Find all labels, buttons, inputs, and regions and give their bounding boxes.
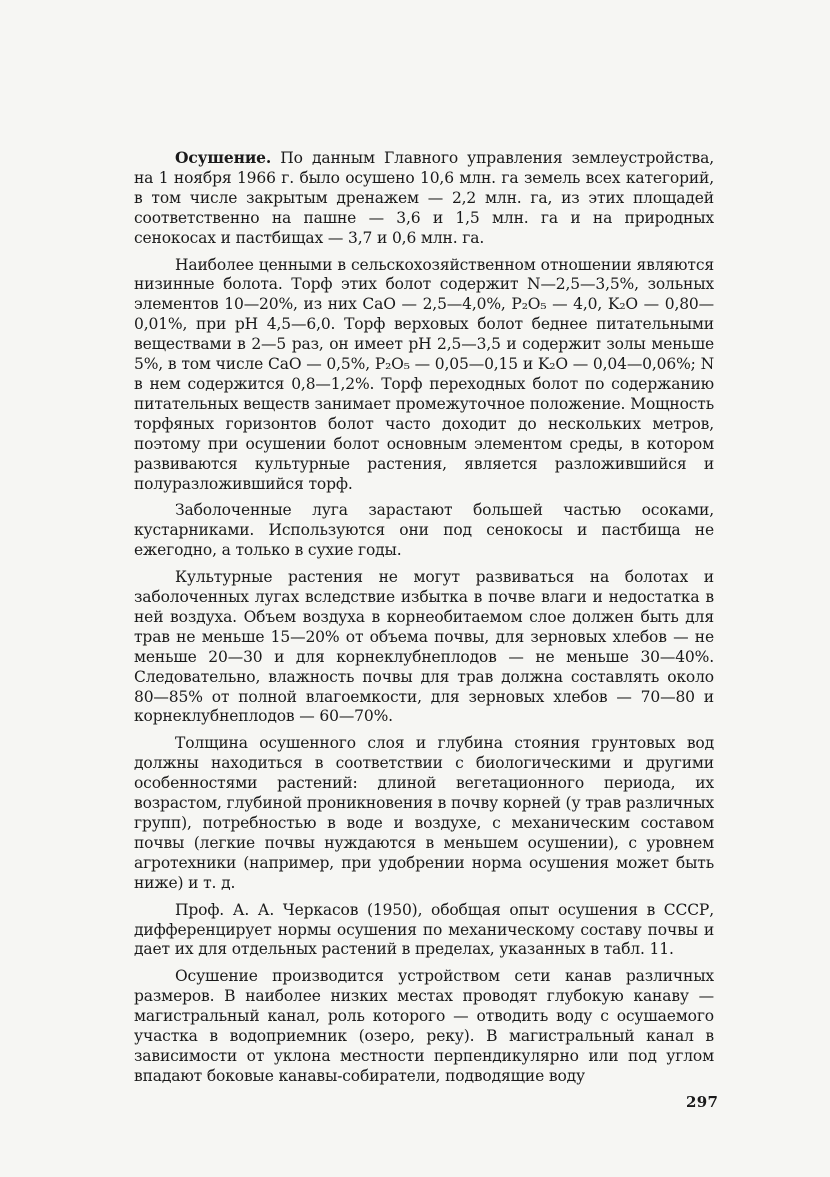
paragraph-cherkasov: Проф. А. А. Черкасов (1950), обобщая опыт осушения в СССР, дифференцирует нормы осушения по механическому составу почвы и дает их для отдельных растений в пределах, указанных в табл. 11. <box>134 900 714 959</box>
body-text <box>134 148 714 1094</box>
paragraph-drained-layer: Толщина осушенного слоя и глубина стояния грунтовых вод должны находиться в соответствии с биологическими и другими особенностями растений: длиной вегетационного периода, их возрастом, глубиной проникновения в почву корней (у трав различных групп), потребностью в воде и воздухе, с механическим составом почвы (легкие почвы нуждаются в меньшем осушении), с уровнем агротехники (например, при удобрении норма осушения может быть ниже) и т. д. <box>134 734 714 892</box>
paragraph-drainage-intro <box>134 148 714 249</box>
paragraph-wet-meadows: Заболоченные луга зарастают большей частью осоками, кустарниками. Используются они под сенокосы и пастбища не ежегодно, а только в сухие годы. <box>134 501 714 560</box>
paragraph-peat-composition: Наиболее ценными в сельскохозяйственном отношении являются низинные болота. Торф этих болот содержит N—2,5—3,5%, зольных элементов 10—20%, из них CaO — 2,5—4,0%, P₂O₅ — 4,0, K₂O — 0,80—0,01%, при pH 4,5—6,0. Торф верховых болот беднее питательными веществами в 2—5 раз, он имеет pH 2,5—3,5 и содержит золы меньше 5%, в том числе CaO — 0,5%, P₂O₅ — 0,05—0,15 и K₂O — 0,04—0,06%; N в нем содержится 0,8—1,2%. Торф переходных болот по содержанию питательных веществ занимает промежуточное положение. Мощность торфяных горизонтов болот часто доходит до нескольких метров, поэтому при осушении болот основным элементом среды, в котором развиваются культурные растения, является разложившийся и полуразложившийся торф. <box>134 255 714 493</box>
paragraph-canal-network: Осушение производится устройством сети канав различных размеров. В наиболее низких местах проводят глубокую канаву — магистральный канал, роль которого — отводить воду с осушаемого участка в водоприемник (озеро, реку). В магистральный канал в зависимости от уклона местности перпендикулярно или под углом впадают боковые канавы-собиратели, подводящие воду <box>134 967 714 1085</box>
paragraph-text: По данным Главного управления землеустройства, на 1 ноября 1966 г. было осушено 10,6 млн. га земель всех категорий, в том числе закрытым дренажем — 2,2 млн. га, из этих площадей соответственно на пашне — 3,6 и 1,5 млн. га и на природных сенокосах и пастбищах — 3,7 и 0,6 млн. га. <box>134 149 714 247</box>
paragraph-air-moisture: Культурные растения не могут развиваться на болотах и заболоченных лугах вследствие избытка в почве влаги и недостатка в ней воздуха. Объем воздуха в корнеобитаемом слое должен быть для трав не меньше 15—20% от объема почвы, для зерновых хлебов — не меньше 20—30 и для корнеклубнеплодов — не меньше 30—40%. Следовательно, влажность почвы для трав должна составлять около 80—85% от полной влагоемкости, для зерновых хлебов — 70—80 и корнеклубнеплодов — 60—70%. <box>134 568 714 726</box>
section-run-in-heading: Осушение. <box>175 148 272 167</box>
page-number: 297 <box>686 1093 719 1111</box>
